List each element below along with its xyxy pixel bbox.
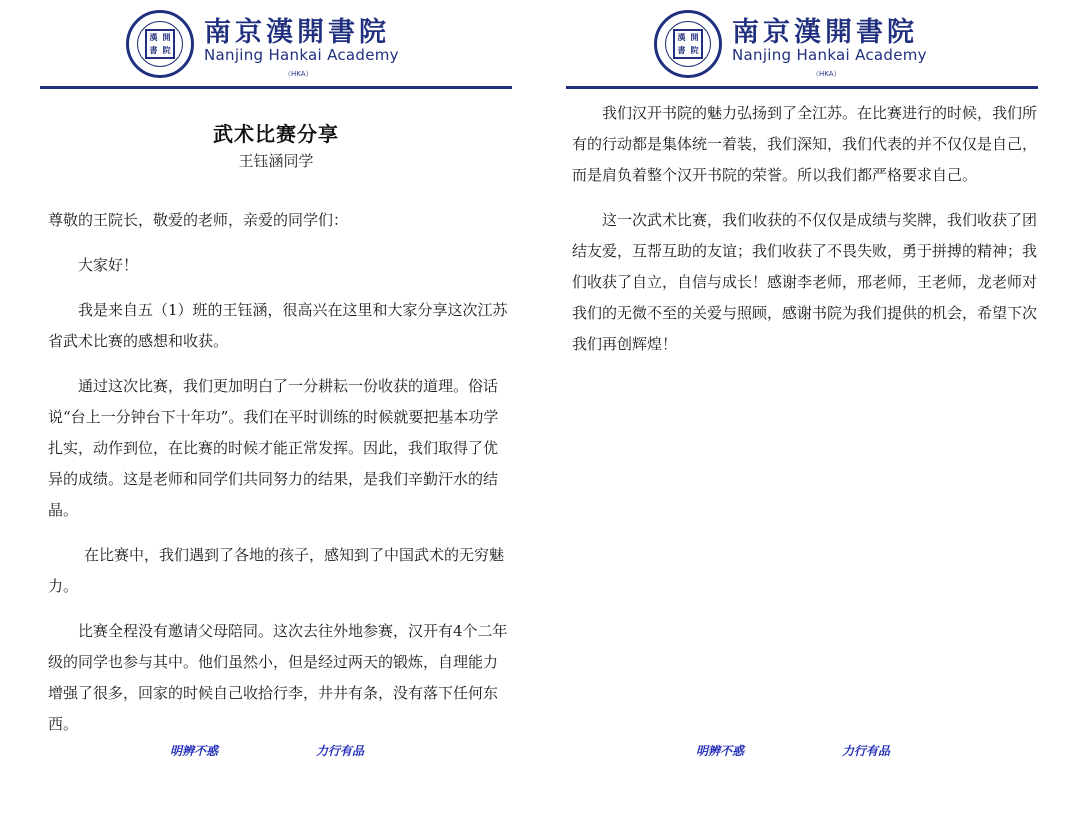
academy-name-cn: 南京漢開書院 bbox=[732, 17, 918, 48]
article-body-right bbox=[572, 98, 1042, 374]
paragraph: 我是来自五（1）班的王钰涵，很高兴在这里和大家分享这次江苏省武术比赛的感想和收获。 bbox=[48, 301, 508, 350]
paragraph: 在比赛中，我们遇到了各地的孩子，感知到了中国武术的无穷魅力。 bbox=[48, 546, 505, 595]
paragraph: 尊敬的王院长，敬爱的老师，亲爱的同学们： bbox=[48, 211, 349, 229]
academy-seal: 漢 開 書 院 bbox=[145, 29, 175, 59]
footer-mottos bbox=[0, 742, 540, 762]
footer-motto-right: 力行有品 bbox=[316, 744, 365, 758]
academy-name-en: Nanjing Hankai Academy bbox=[204, 46, 399, 64]
header-divider bbox=[566, 86, 1038, 89]
article-body-left bbox=[48, 205, 508, 754]
academy-abbr: （HKA） bbox=[812, 70, 841, 78]
header-divider bbox=[40, 86, 512, 89]
footer-motto-right: 力行有品 bbox=[842, 744, 891, 758]
academy-header bbox=[614, 8, 994, 82]
paragraph: 通过这次比赛，我们更加明白了一分耕耘一份收获的道理。俗话说“台上一分钟台下十年功”。我们在平时训练的时候就要把基本功学扎实，动作到位，在比赛的时候才能正常发挥。因此，我们取得了优异的成绩。这是老师和同学们共同努力的结果，是我们辛勤汗水的结晶。 bbox=[48, 377, 499, 519]
paragraph: 我们汉开书院的魅力弘扬到了全江苏。在比赛进行的时候，我们所有的行动都是集体统一着装，我们深知，我们代表的并不仅仅是自己，而是肩负着整个汉开书院的荣誉。所以我们都严格要求自己。 bbox=[572, 104, 1038, 184]
academy-name-cn: 南京漢開書院 bbox=[204, 17, 390, 48]
article-author: 王钰涵同学 bbox=[238, 152, 314, 170]
document-page-right bbox=[540, 0, 1080, 822]
academy-abbr: （HKA） bbox=[284, 70, 313, 78]
academy-name-en: Nanjing Hankai Academy bbox=[732, 46, 927, 64]
footer-mottos bbox=[540, 742, 1080, 762]
article-title: 武术比赛分享 bbox=[213, 122, 339, 146]
academy-seal: 漢 開 書 院 bbox=[673, 29, 703, 59]
academy-logo-icon bbox=[654, 10, 722, 78]
academy-logo-icon bbox=[126, 10, 194, 78]
footer-motto-left: 明辨不惑 bbox=[170, 744, 219, 758]
paragraph: 比赛全程没有邀请父母陪同。这次去往外地参赛，汉开有4个二年级的同学也参与其中。他们虽然小，但是经过两天的锻炼，自理能力增强了很多，回家的时候自己收拾行李，井井有条，没有落下任何东西。 bbox=[48, 622, 508, 733]
paragraph: 大家好！ bbox=[78, 256, 139, 274]
academy-header bbox=[86, 8, 466, 82]
footer-motto-left: 明辨不惑 bbox=[696, 744, 745, 758]
paragraph: 这一次武术比赛，我们收获的不仅仅是成绩与奖牌，我们收获了团结友爱，互帮互助的友谊；我们收获了不畏失败，勇于拼搏的精神；我们收获了自立，自信与成长！感谢李老师，邢老师，王老师，龙老师对我们的无微不至的关爱与照顾，感谢书院为我们提供的机会，希望下次我们再创辉煌！ bbox=[572, 211, 1038, 353]
